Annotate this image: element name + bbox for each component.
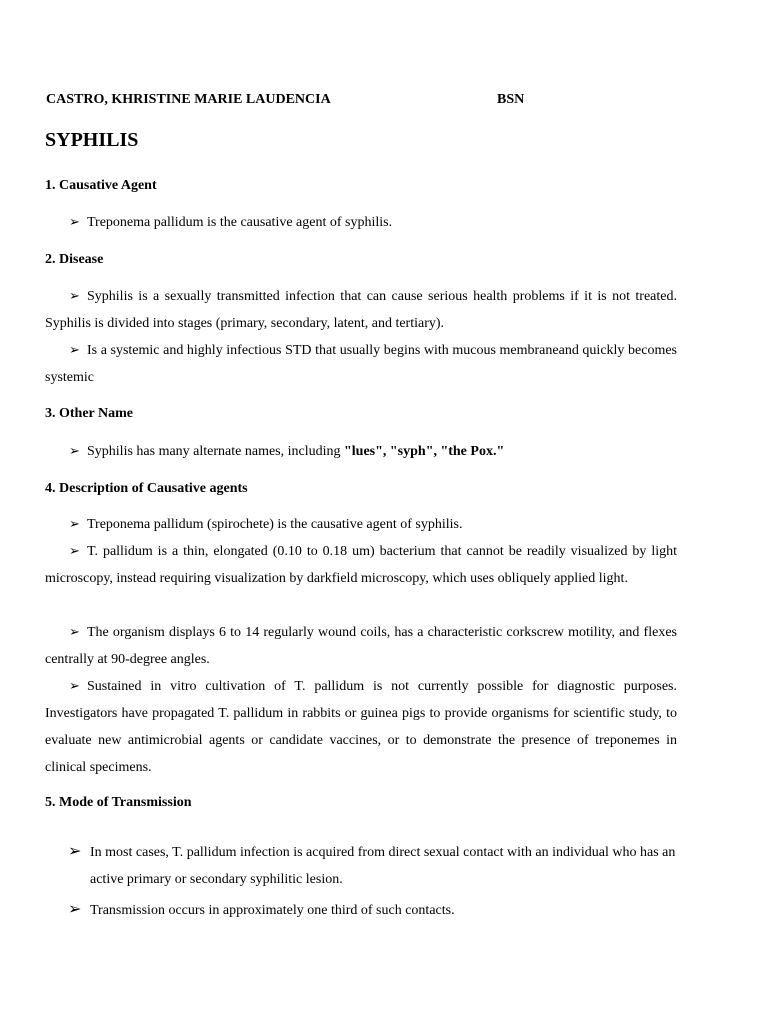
section-heading-disease: 2. Disease (45, 252, 104, 267)
bullet-transmission-2: ➢ Transmission occurs in approximately one third of such contacts. (68, 896, 700, 924)
arrow-bullet-icon: ➢ (69, 443, 80, 458)
bullet-description-4: ➢ Sustained in vitro cultivation of T. pallidum is not currently possible for diagnostic purposes. Investigators have propagated T. pallidum in rabbits or guinea pigs to provide organisms for scientific study, to evaluate new antimicrobial agents or candidate vaccines, or to demonstrate the presence of treponemes in clinical specimens. (45, 672, 677, 781)
student-name: CASTRO, KHRISTINE MARIE LAUDENCIA (46, 92, 331, 107)
page-title: SYPHILIS (45, 129, 139, 151)
bullet-disease-1: ➢ Syphilis is a sexually transmitted infection that can cause serious health problems if it is not treated. Syphilis is divided into stages (primary, secondary, latent, and tertiary). (45, 282, 677, 337)
arrow-bullet-icon: ➢ (69, 342, 80, 357)
course-label: BSN (497, 92, 525, 107)
arrow-bullet-icon: ➢ (69, 288, 80, 303)
arrow-bullet-icon: ➢ (69, 214, 80, 229)
arrow-bullet-icon: ➢ (69, 624, 80, 639)
section-heading-transmission: 5. Mode of Transmission (45, 795, 192, 810)
section-heading-causative-agent: 1. Causative Agent (45, 178, 157, 193)
bullet-transmission-1: ➢ In most cases, T. pallidum infection is acquired from direct sexual contact with an individual who has an active primary or secondary syphilitic lesion. (68, 838, 700, 893)
arrow-bullet-icon: ➢ (68, 843, 82, 860)
arrow-bullet-icon: ➢ (69, 678, 80, 693)
arrow-bullet-icon: ➢ (69, 543, 80, 558)
bullet-description-1: ➢ Treponema pallidum (spirochete) is the causative agent of syphilis. (45, 510, 677, 538)
bullet-disease-2: ➢ Is a systemic and highly infectious STD that usually begins with mucous membraneand quickly becomes systemic (45, 336, 677, 391)
section-heading-other-name: 3. Other Name (45, 406, 133, 421)
bullet-other-name-1: ➢ Syphilis has many alternate names, including "lues", "syph", "the Pox." (45, 437, 677, 465)
arrow-bullet-icon: ➢ (69, 516, 80, 531)
bullet-causative-agent-1: ➢ Treponema pallidum is the causative agent of syphilis. (45, 208, 677, 236)
bullet-description-2: ➢ T. pallidum is a thin, elongated (0.10 to 0.18 um) bacterium that cannot be readily visualized by light microscopy, instead requiring visualization by darkfield microscopy, which uses obliquely applied light. (45, 537, 677, 592)
bullet-description-3: ➢ The organism displays 6 to 14 regularly wound coils, has a characteristic corkscrew motility, and flexes centrally at 90-degree angles. (45, 618, 677, 673)
alternate-names: "lues", "syph", "the Pox." (344, 444, 505, 459)
section-heading-description: 4. Description of Causative agents (45, 481, 248, 496)
arrow-bullet-icon: ➢ (68, 901, 82, 918)
document-header (46, 92, 525, 108)
